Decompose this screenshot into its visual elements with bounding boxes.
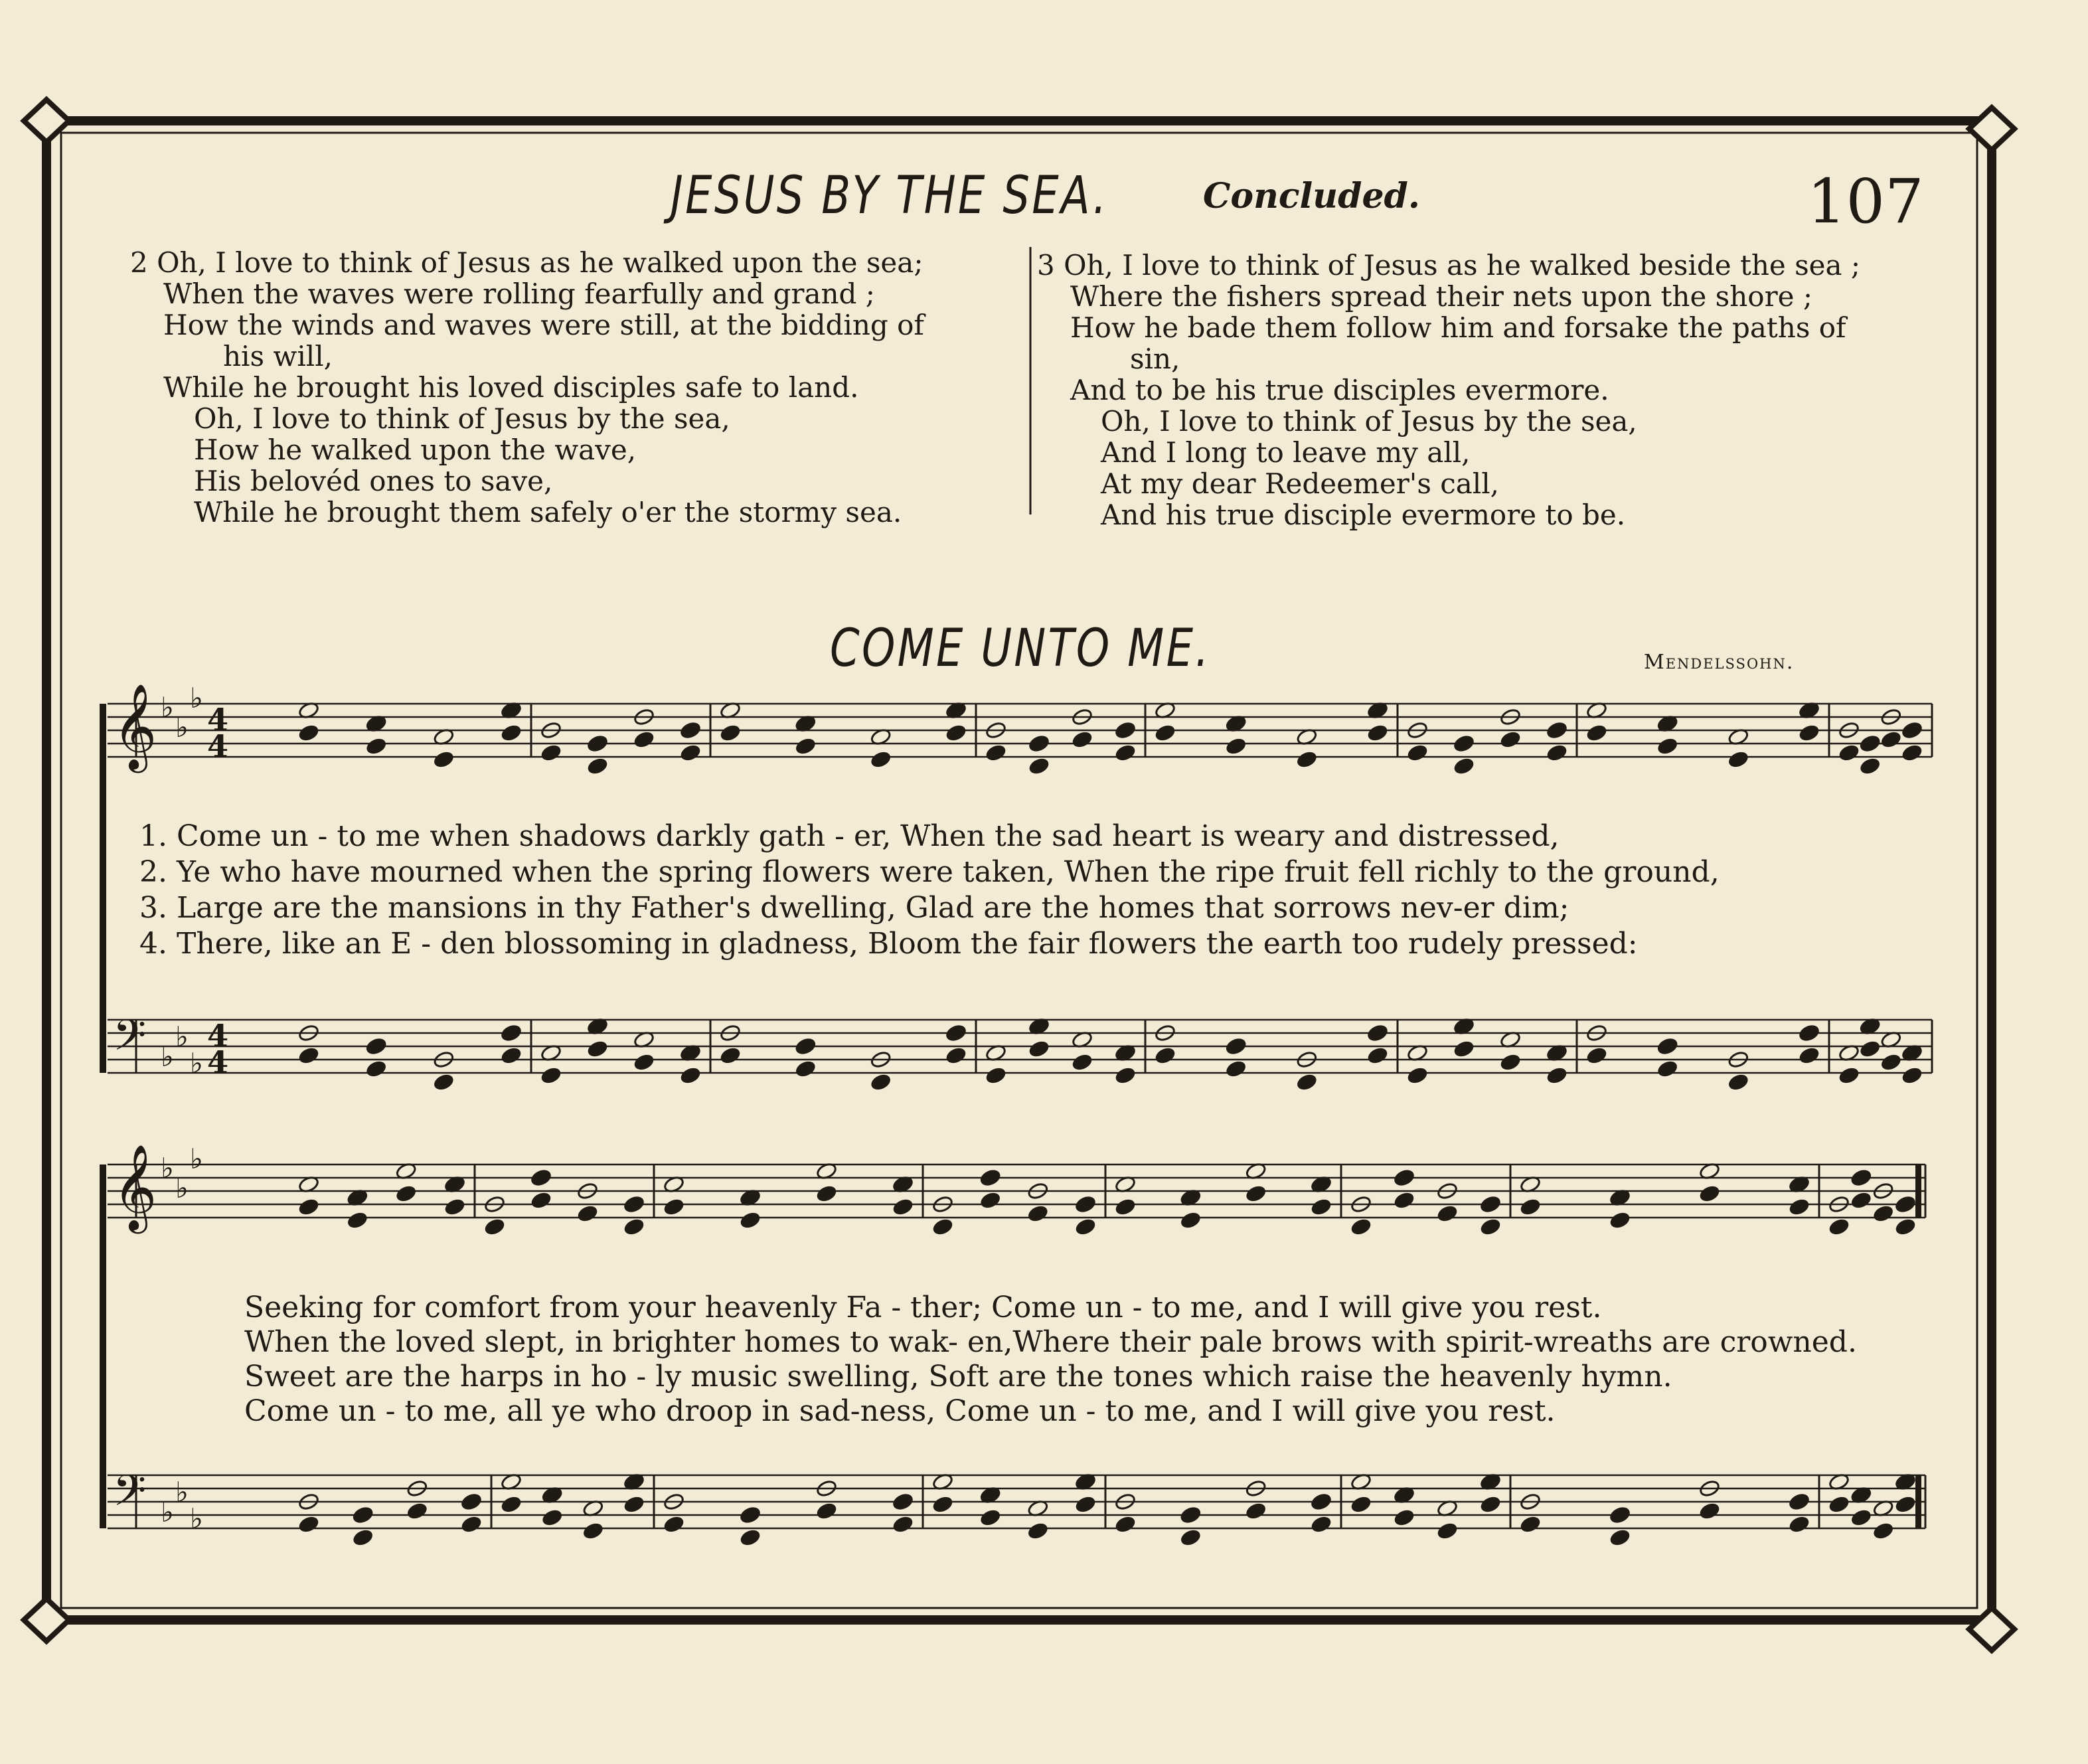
key-signature-flat-icon: ♭ (161, 1152, 174, 1184)
note-head (1520, 1198, 1542, 1216)
note-head (795, 737, 817, 756)
note-head (298, 724, 320, 742)
note-head (1546, 744, 1568, 762)
note-head (1350, 1218, 1372, 1236)
note-head (1311, 1515, 1332, 1534)
verse-line: While he brought them safely o'er the stormy sea. (194, 496, 902, 528)
note-head (1394, 1168, 1415, 1187)
note-head (1180, 1211, 1202, 1230)
note-head (663, 1198, 685, 1216)
note-head (1367, 724, 1389, 742)
note-head (484, 1218, 506, 1236)
note-head (1028, 734, 1050, 753)
note-head (1075, 1495, 1097, 1514)
note-head (1850, 1508, 1872, 1527)
note-head (1180, 1528, 1202, 1547)
note-head (892, 1198, 914, 1216)
note-head (663, 1515, 685, 1534)
clef-treble-icon: 𝄞 (113, 1144, 157, 1230)
hymn-title: COME UNTO ME. (830, 619, 1211, 679)
key-signature-flat-icon: ♭ (161, 691, 174, 724)
note-head (740, 1211, 762, 1230)
note-head (1225, 1037, 1247, 1056)
note-head (1407, 1066, 1429, 1085)
note-head (795, 1060, 817, 1078)
note-head (352, 1506, 374, 1524)
note-head (1850, 1168, 1872, 1187)
note-head (1872, 1522, 1894, 1540)
note-head (433, 1073, 455, 1091)
note-head (541, 1508, 563, 1527)
verse-line: How the winds and waves were still, at the bidding of (163, 309, 924, 341)
note-head (298, 1515, 320, 1534)
composer-credit: Mendelssohn. (1644, 651, 1795, 674)
hymn-subtitle: Concluded. (1203, 176, 1421, 216)
note-head (365, 737, 387, 756)
verse-line: Oh, I love to think of Jesus by the sea, (194, 402, 730, 435)
verse-line: And I long to leave my all, (1101, 436, 1471, 469)
note-head (1799, 724, 1820, 742)
note-head (1225, 1060, 1247, 1078)
time-signature-top: 4 (207, 1018, 229, 1054)
note-head (582, 1522, 604, 1540)
note-head (1895, 1195, 1917, 1214)
key-signature-flat-icon: ♭ (175, 711, 189, 744)
lyric-line-s2-4: Come un - to me, all ye who droop in sad-ness, Come un - to me, and I will give you rest. (244, 1394, 1556, 1428)
verse-line: His belovéd ones to save, (194, 465, 553, 497)
note-head (1180, 1506, 1202, 1524)
note-head (1880, 730, 1902, 749)
note-head (623, 1195, 645, 1214)
clef-treble-icon: 𝄞 (113, 683, 157, 769)
key-signature-flat-icon: ♭ (190, 682, 203, 714)
note-head (623, 1495, 645, 1514)
note-head (540, 1066, 562, 1085)
note-head (1311, 1492, 1332, 1511)
note-head (1480, 1195, 1502, 1214)
note-head (979, 1191, 1001, 1210)
note-head (1880, 1053, 1902, 1072)
note-head (1296, 750, 1318, 769)
note-head (347, 1211, 368, 1230)
key-signature-flat-icon: ♭ (190, 1143, 203, 1175)
note-head (1480, 1218, 1502, 1236)
note-head (945, 724, 967, 742)
note-head (816, 1184, 838, 1203)
note-head (1028, 1040, 1050, 1058)
note-head (1245, 1502, 1267, 1520)
note-head (1586, 724, 1608, 742)
note-head (395, 1184, 417, 1203)
note-head (1028, 757, 1050, 775)
key-signature-flat-icon: ♭ (175, 1172, 189, 1204)
note-head (1859, 757, 1881, 775)
verse-line: At my dear Redeemer's call, (1101, 467, 1499, 500)
note-head (720, 1046, 742, 1065)
note-head (587, 734, 609, 753)
note-head (1296, 1073, 1318, 1091)
note-head (870, 1073, 892, 1091)
note-head (365, 1037, 387, 1056)
note-head (1075, 1195, 1097, 1214)
verse-line: his will, (223, 340, 333, 372)
note-head (1609, 1528, 1631, 1547)
note-head (540, 744, 562, 762)
note-head (1656, 1037, 1678, 1056)
note-head (1155, 724, 1176, 742)
key-signature-flat-icon: ♭ (161, 1496, 174, 1528)
note-head (1859, 734, 1881, 753)
verse-line: Where the fishers spread their nets upon the shore ; (1070, 280, 1813, 313)
lyric-line-s2-3: Sweet are the harps in ho - ly music swelling, Soft are the tones which raise the heavenly hymn. (244, 1360, 1672, 1394)
note-head (1546, 721, 1568, 740)
note-head (1115, 1198, 1137, 1216)
note-head (1115, 721, 1137, 740)
note-head (1453, 1040, 1475, 1058)
final-bar-line (1915, 1475, 1921, 1528)
note-head (816, 1502, 838, 1520)
note-head (1500, 730, 1522, 749)
verse-line: And to be his true disciples evermore. (1070, 374, 1609, 406)
time-signature-bottom: 4 (207, 728, 229, 764)
note-head (1838, 744, 1860, 762)
note-head (795, 1037, 817, 1056)
verse-line: Oh, I love to think of Jesus by the sea, (1101, 405, 1637, 438)
note-head (1789, 1198, 1810, 1216)
lyric-line-s2-2: When the loved slept, in brighter homes to wak- en,Where their pale brows with spirit-wreaths are crowned. (244, 1325, 1857, 1359)
note-head (1901, 744, 1923, 762)
note-head (501, 1046, 522, 1065)
note-head (1437, 1522, 1459, 1540)
note-head (298, 1046, 320, 1065)
note-head (985, 1066, 1007, 1085)
note-head (1155, 1046, 1176, 1065)
note-head (1789, 1515, 1810, 1534)
note-head (680, 1066, 702, 1085)
note-head (892, 1515, 914, 1534)
note-head (1225, 737, 1247, 756)
note-head (870, 750, 892, 769)
note-head (1245, 1184, 1267, 1203)
note-head (1027, 1204, 1049, 1223)
note-head (461, 1515, 483, 1534)
note-head (680, 744, 702, 762)
note-head (1500, 1053, 1522, 1072)
time-signature-top: 4 (207, 702, 229, 738)
final-bar-line (1915, 1164, 1921, 1218)
note-head (740, 1506, 762, 1524)
key-signature-flat-icon: ♭ (190, 1047, 203, 1080)
lyric-line-s1-4: 4. There, like an E - den blossoming in gladness, Bloom the fair flowers the earth too rudely pressed: (139, 927, 1638, 961)
note-head (1828, 1495, 1850, 1514)
lyric-line-s1-2: 2. Ye who have mourned when the spring flowers were taken, When the ripe fruit fell richly to the ground, (139, 855, 1720, 889)
note-head (1586, 1046, 1608, 1065)
lyric-line-s1-3: 3. Large are the mansions in thy Father's dwelling, Glad are the homes that sorrows nev-er dim; (139, 891, 1569, 925)
time-signature-bottom: 4 (207, 1044, 229, 1080)
lyric-line-s1-1: 1. Come un - to me when shadows darkly gath - er, When the sad heart is weary and distressed, (139, 819, 1560, 853)
note-head (945, 1046, 967, 1065)
system-brace (100, 704, 106, 1073)
note-head (932, 1495, 954, 1514)
note-head (587, 1040, 609, 1058)
verse-line: And his true disciple evermore to be. (1101, 499, 1626, 531)
note-head (1437, 1204, 1459, 1223)
note-head (985, 744, 1007, 762)
note-head (1367, 1024, 1389, 1042)
note-head (433, 750, 455, 769)
note-head (1859, 1040, 1881, 1058)
note-head (623, 1218, 645, 1236)
note-head (406, 1502, 428, 1520)
note-head (1115, 744, 1137, 762)
note-head (1609, 1506, 1631, 1524)
note-head (444, 1198, 466, 1216)
note-head (1799, 1024, 1820, 1042)
note-head (1850, 1191, 1872, 1210)
note-head (1311, 1198, 1332, 1216)
note-head (1872, 1204, 1894, 1223)
verse-line: How he walked upon the wave, (194, 434, 637, 466)
note-head (1394, 1508, 1415, 1527)
note-head (298, 1198, 320, 1216)
note-head (1727, 750, 1749, 769)
note-head (1072, 730, 1093, 749)
note-head (1799, 1046, 1820, 1065)
note-head (1407, 744, 1429, 762)
note-head (1027, 1522, 1049, 1540)
note-head (577, 1204, 599, 1223)
note-head (461, 1492, 483, 1511)
clef-bass-icon: 𝄢 (113, 1467, 147, 1526)
note-head (1699, 1184, 1721, 1203)
note-head (530, 1191, 552, 1210)
note-head (352, 1528, 374, 1547)
note-head (680, 721, 702, 740)
note-head (1656, 1060, 1678, 1078)
note-head (945, 1024, 967, 1042)
verse-line: 2 Oh, I love to think of Jesus as he walked upon the sea; (130, 246, 924, 279)
note-head (1115, 1515, 1137, 1534)
note-head (1520, 1515, 1542, 1534)
clef-bass-icon: 𝄢 (113, 1011, 147, 1071)
key-signature-flat-icon: ♭ (175, 1476, 189, 1508)
note-head (1075, 1218, 1097, 1236)
note-head (1895, 1218, 1917, 1236)
system-brace (100, 1164, 106, 1528)
note-head (633, 730, 655, 749)
note-head (1838, 1066, 1860, 1085)
note-head (1699, 1502, 1721, 1520)
note-head (979, 1168, 1001, 1187)
note-head (530, 1168, 552, 1187)
note-head (1901, 721, 1923, 740)
note-head (1453, 734, 1475, 753)
note-head (1727, 1073, 1749, 1091)
note-head (501, 1024, 522, 1042)
note-head (1072, 1053, 1093, 1072)
note-head (1480, 1495, 1502, 1514)
note-head (979, 1508, 1001, 1527)
note-head (1546, 1066, 1568, 1085)
verse-line: When the waves were rolling fearfully and grand ; (163, 278, 875, 310)
note-head (365, 1060, 387, 1078)
note-head (1828, 1218, 1850, 1236)
note-head (1609, 1211, 1631, 1230)
note-head (1789, 1492, 1810, 1511)
note-head (720, 724, 742, 742)
key-signature-flat-icon: ♭ (161, 1040, 174, 1073)
note-head (633, 1053, 655, 1072)
verse-line: 3 Oh, I love to think of Jesus as he walked beside the sea ; (1037, 249, 1861, 281)
note-head (1367, 1046, 1389, 1065)
verse-line: While he brought his loved disciples safe to land. (163, 371, 859, 404)
note-head (1350, 1495, 1372, 1514)
key-signature-flat-icon: ♭ (175, 1020, 189, 1053)
note-head (740, 1528, 762, 1547)
note-head (1115, 1066, 1137, 1085)
note-head (1901, 1066, 1923, 1085)
hymn-title: JESUS BY THE SEA. (671, 166, 1109, 226)
note-head (1453, 757, 1475, 775)
lyric-line-s2-1: Seeking for comfort from your heavenly Fa - ther; Come un - to me, and I will give you rest. (244, 1291, 1602, 1324)
note-head (587, 757, 609, 775)
note-head (1895, 1495, 1917, 1514)
note-head (501, 1495, 522, 1514)
key-signature-flat-icon: ♭ (190, 1502, 203, 1535)
note-head (1394, 1191, 1415, 1210)
page-number: 107 (1807, 166, 1924, 237)
note-head (501, 724, 522, 742)
verse-line: How he bade them follow him and forsake the paths of (1070, 311, 1846, 344)
note-head (1656, 737, 1678, 756)
verse-line: sin, (1130, 343, 1180, 375)
note-head (892, 1492, 914, 1511)
note-head (932, 1218, 954, 1236)
